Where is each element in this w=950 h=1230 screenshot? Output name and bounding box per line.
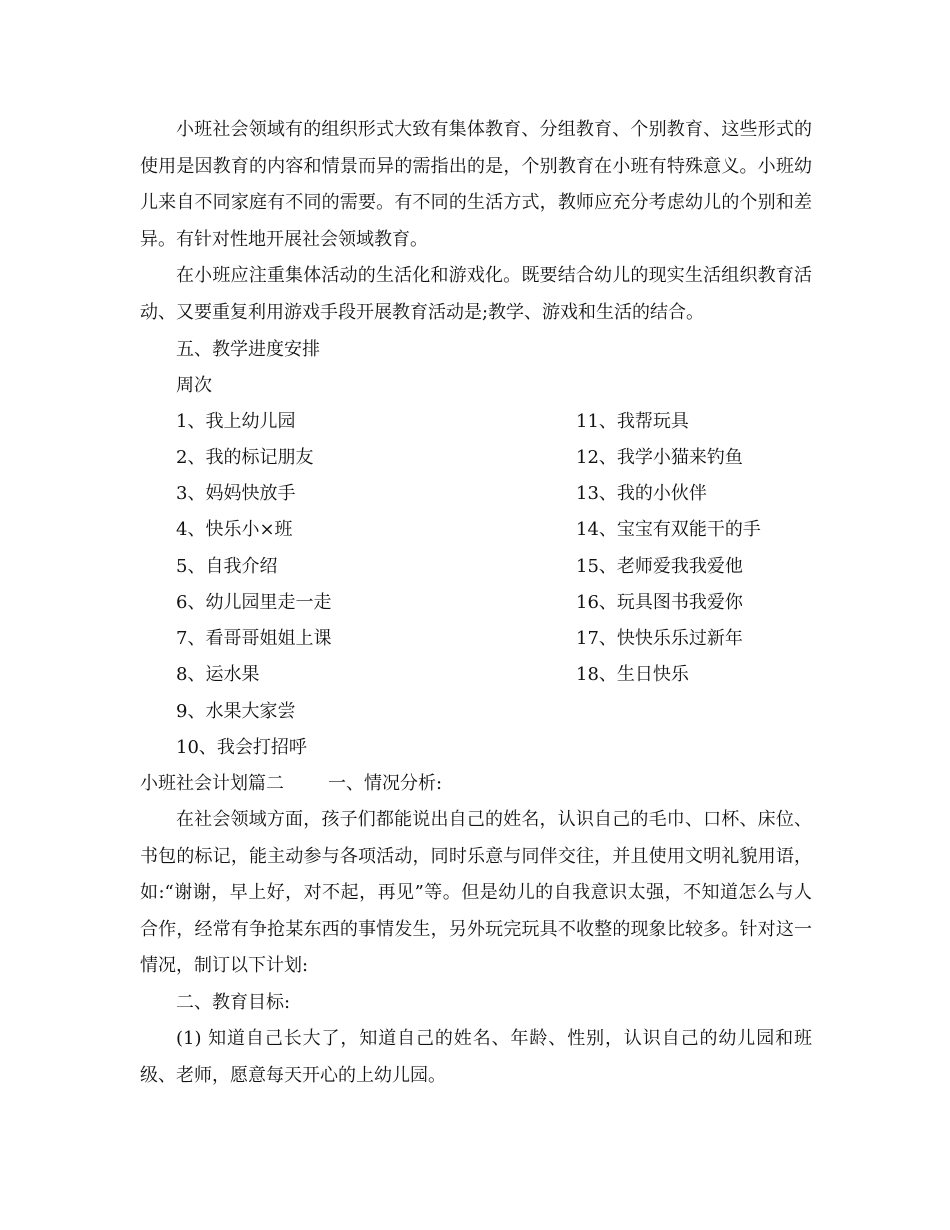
week-item: 13、我的小伙伴 xyxy=(576,483,707,504)
paragraph-gamification: 在小班应注重集体活动的生活化和游戏化。既要结合幼儿的现实生活组织教育活动、又要重复利用游戏手段开展教育活动是;教学、游戏和生活的结合。 xyxy=(140,265,812,323)
goals-heading: 二、教育目标: xyxy=(176,992,291,1013)
paragraph-situation-analysis: 在社会领域方面，孩子们都能说出自己的姓名，认识自己的毛巾、口杯、床位、书包的标记，能主动参与各项活动，同时乐意与同伴交往，并且使用文明礼貌用语，如:“谢谢，早上好，对不起，再见”等。但是幼儿的自我意识太强，不知道怎么与人合作，经常有争抢某东西的事情发生，另外玩完玩具不收整的现象比较多。针对这一情况，制订以下计划: xyxy=(140,809,812,976)
week-item: 7、看哥哥姐姐上课 xyxy=(176,628,332,649)
week-item: 11、我帮玩具 xyxy=(576,411,689,432)
section-title-line xyxy=(140,773,442,795)
week-item: 17、快快乐乐过新年 xyxy=(576,628,743,649)
week-item: 18、生日快乐 xyxy=(576,664,689,685)
week-item: 2、我的标记朋友 xyxy=(176,447,314,468)
paragraph-organization-forms: 小班社会领域有的组织形式大致有集体教育、分组教育、个别教育、这些形式的使用是因教育的内容和情景而异的需指出的是，个别教育在小班有特殊意义。小班幼儿来自不同家庭有不同的需要。有不同的生活方式，教师应充分考虑幼儿的个别和差异。有针对性地开展社会领域教育。 xyxy=(140,119,812,250)
week-item: 3、妈妈快放手 xyxy=(176,483,296,504)
week-item: 8、运水果 xyxy=(176,664,260,685)
week-item: 15、老师爱我我爱他 xyxy=(576,556,743,577)
week-item: 16、玩具图书我爱你 xyxy=(576,592,743,613)
section-subtitle: 一、情况分析: xyxy=(328,773,443,794)
schedule-subheading: 周次 xyxy=(176,375,212,396)
week-item: 12、我学小猫来钓鱼 xyxy=(576,447,743,468)
week-item: 14、宝宝有双能干的手 xyxy=(576,519,761,540)
week-item: 5、自我介绍 xyxy=(176,556,278,577)
section-title: 小班社会计划篇二 xyxy=(140,773,284,794)
week-item: 10、我会打招呼 xyxy=(176,737,307,758)
schedule-heading: 五、教学进度安排 xyxy=(176,339,320,360)
week-item: 6、幼儿园里走一走 xyxy=(176,592,332,613)
week-item: 1、我上幼儿园 xyxy=(176,411,296,432)
week-item: 9、水果大家尝 xyxy=(176,701,296,722)
week-item: 4、快乐小×班 xyxy=(176,519,293,540)
goal-item: (1) 知道自己长大了，知道自己的姓名、年龄、性别，认识自己的幼儿园和班级、老师，愿意每天开心的上幼儿园。 xyxy=(140,1028,812,1086)
